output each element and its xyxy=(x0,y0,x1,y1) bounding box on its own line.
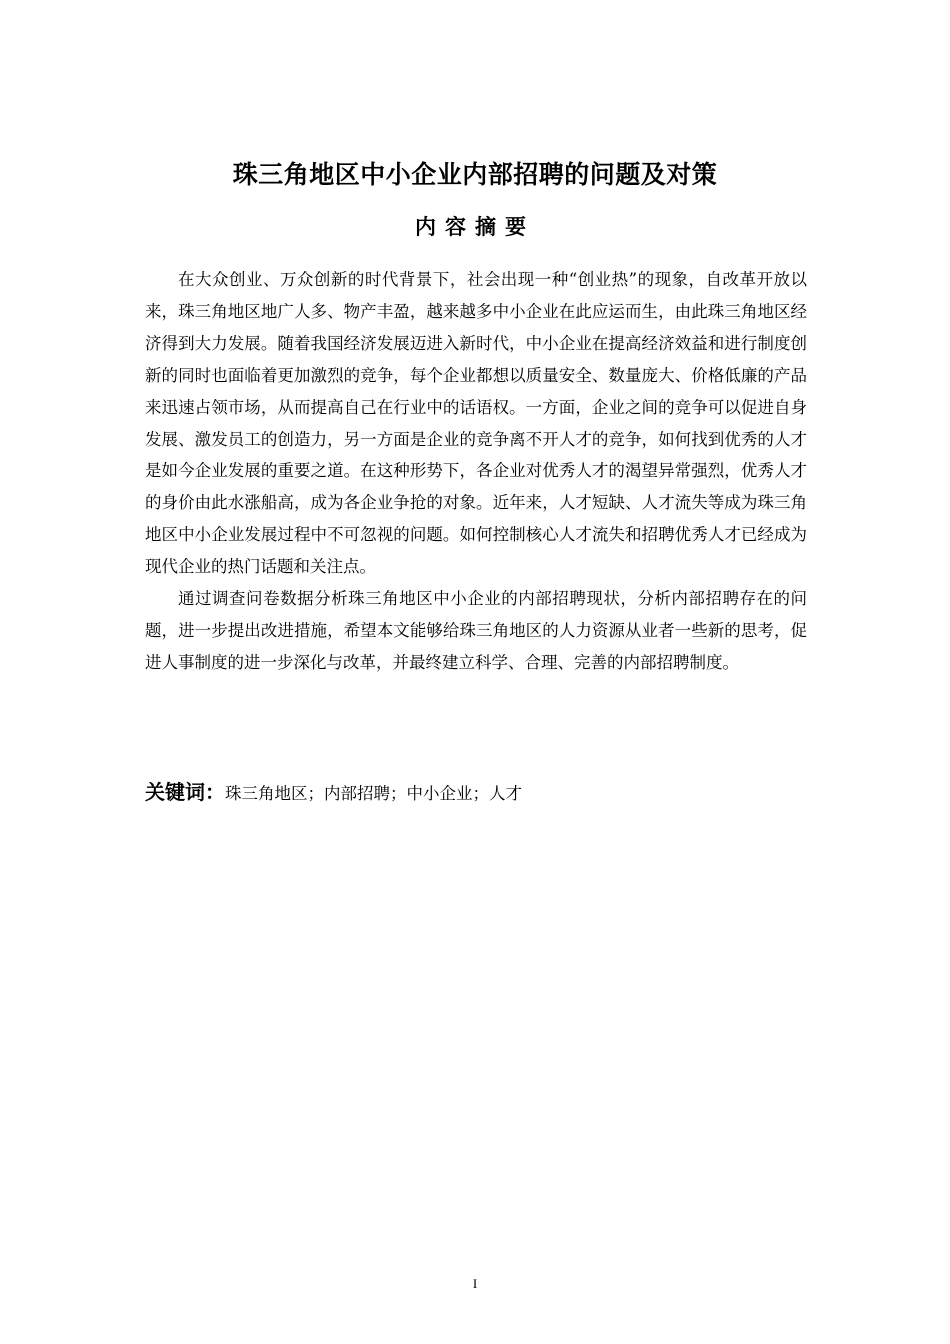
abstract-paragraph-1: 在大众创业、万众创新的时代背景下，社会出现一种“创业热”的现象，自改革开放以来，珠三角地区地广人多、物产丰盈，越来越多中小企业在此应运而生，由此珠三角地区经济得到大力发展。随着我国经济发展迈进入新时代，中小企业在提高经济效益和进行制度创新的同时也面临着更加激烈的竞争，每个企业都想以质量安全、数量庞大、价格低廉的产品来迅速占领市场，从而提高自己在行业中的话语权。一方面，企业之间的竞争可以促进自身发展、激发员工的创造力，另一方面是企业的竞争离不开人才的竞争，如何找到优秀的人才是如今企业发展的重要之道。在这种形势下，各企业对优秀人才的渴望异常强烈，优秀人才的身价由此水涨船高，成为各企业争抢的对象。近年来，人才短缺、人才流失等成为珠三角地区中小企业发展过程中不可忽视的问题。如何控制核心人才流失和招聘优秀人才已经成为现代企业的热门话题和关注点。 xyxy=(145,270,807,577)
keywords-line xyxy=(145,778,807,808)
page-number: I xyxy=(472,1276,478,1291)
keywords-list: 珠三角地区；内部招聘；中小企业；人才 xyxy=(225,784,522,803)
document-title: 珠三角地区中小企业内部招聘的问题及对策 xyxy=(232,160,718,189)
abstract-heading: 内容摘要 xyxy=(415,215,535,239)
keywords-label: 关键词： xyxy=(145,780,225,804)
abstract-paragraph-2: 通过调查问卷数据分析珠三角地区中小企业的内部招聘现状，分析内部招聘存在的问题，进一步提出改进措施，希望本文能够给珠三角地区的人力资源从业者一些新的思考，促进人事制度的进一步深化与改革，并最终建立科学、合理、完善的内部招聘制度。 xyxy=(145,589,807,672)
abstract-body xyxy=(145,264,807,679)
